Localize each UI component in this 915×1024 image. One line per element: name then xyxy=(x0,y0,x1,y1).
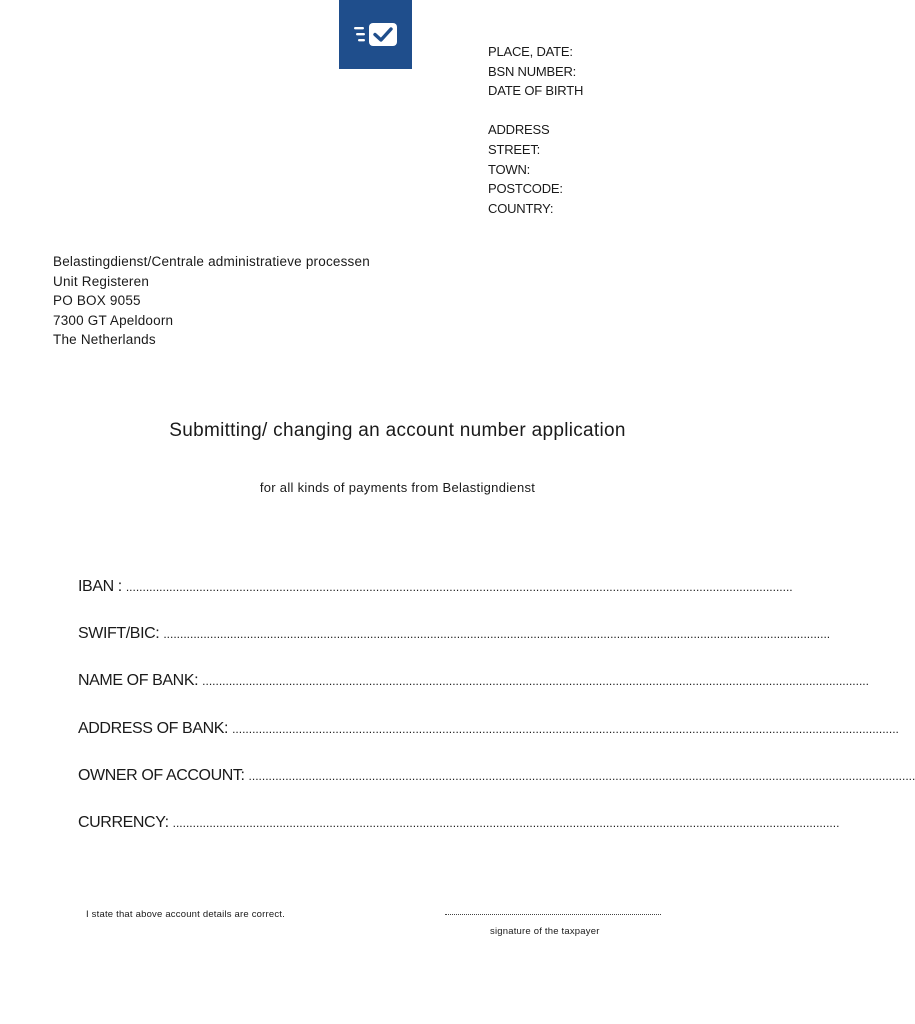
signature-label: signature of the taxpayer xyxy=(490,926,600,937)
place-date-label: PLACE, DATE: xyxy=(488,44,573,59)
date-of-birth-label: DATE OF BIRTH xyxy=(488,83,584,99)
bank-address-field[interactable] xyxy=(78,719,899,767)
recipient-line: The Netherlands xyxy=(53,332,156,348)
postcode-label: POSTCODE: xyxy=(488,181,563,197)
document-title: Submitting/ changing an account number application xyxy=(169,420,626,441)
currency-label: CURRENCY: xyxy=(78,813,169,831)
account-owner-field[interactable] xyxy=(78,766,915,814)
street-label: STREET: xyxy=(488,141,541,157)
recipient-line: Unit Registeren xyxy=(53,273,150,289)
recipient-line: 7300 GT Apeldoorn xyxy=(53,312,174,328)
bank-name-label: NAME OF BANK: xyxy=(78,672,199,690)
iban-fill-line[interactable]: ........................................................................................................................................................................................................ xyxy=(125,580,793,594)
swift-bic-label: SWIFT/BIC: xyxy=(78,625,160,643)
bsn-number-label: BSN NUMBER: xyxy=(488,63,577,79)
document-subtitle: for all kinds of payments from Belastigndienst xyxy=(259,480,536,495)
country-label: COUNTRY: xyxy=(488,200,554,216)
bank-name-field[interactable] xyxy=(78,672,869,719)
iban-label: IBAN : xyxy=(78,578,122,595)
sender-details xyxy=(488,42,583,218)
recipient-line: PO BOX 9055 xyxy=(53,293,141,309)
currency-field[interactable] xyxy=(78,813,840,861)
currency-fill-line[interactable]: ........................................................................................................................................................................................................ xyxy=(172,815,840,830)
town-label: TOWN: xyxy=(488,161,531,177)
account-owner-label: OWNER OF ACCOUNT: xyxy=(78,766,245,784)
bank-address-fill-line[interactable]: ........................................................................................................................................................................................................ xyxy=(232,721,899,736)
signature-line[interactable] xyxy=(445,906,661,915)
account-form xyxy=(78,578,915,861)
swift-bic-field[interactable] xyxy=(78,625,831,672)
declaration-text: I state that above account details are correct. xyxy=(86,909,285,920)
recipient-line: Belastingdienst/Centrale administratieve processen xyxy=(53,254,370,269)
bank-address-label: ADDRESS OF BANK: xyxy=(78,719,229,737)
iban-field[interactable] xyxy=(78,578,793,625)
checkbox-send-icon xyxy=(353,22,399,48)
account-owner-fill-line[interactable]: ........................................................................................................................................................................................................ xyxy=(248,768,915,783)
swift-bic-fill-line[interactable]: ........................................................................................................................................................................................................ xyxy=(163,627,831,642)
address-heading: ADDRESS xyxy=(488,122,550,138)
bank-name-fill-line[interactable]: ........................................................................................................................................................................................................ xyxy=(202,674,869,689)
logo xyxy=(339,0,412,69)
recipient-address xyxy=(53,252,370,350)
